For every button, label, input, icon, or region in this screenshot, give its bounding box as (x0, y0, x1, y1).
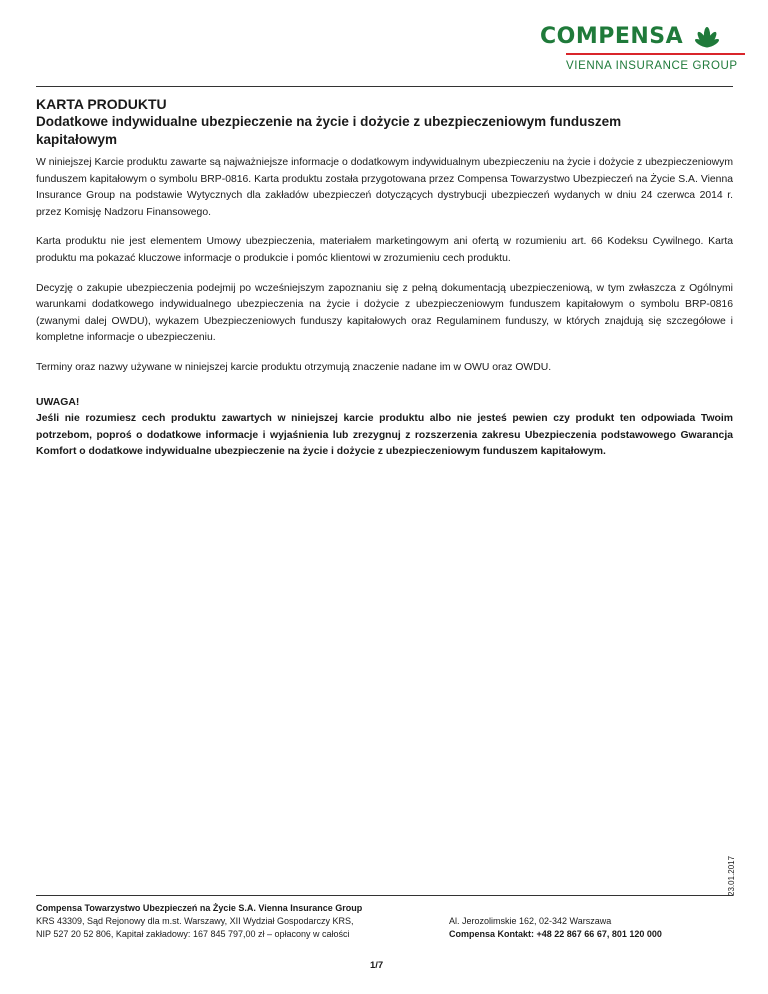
warning-text: Jeśli nie rozumiesz cech produktu zawartych w niniejszej karcie produktu albo nie jesteś pewien czy produkt ten odpowiada Twoim potrzebom, poproś o dodatkowe informacje i wyjaśnienia lub zrezygnuj z rozszerzenia zakresu Ubezpieczenia podstawowego Gwarancja Komfort o dodatkowe indywidualne ubezpieczenie na życie i dożycie z ubezpieczeniowym funduszem kapitałowym. (36, 413, 733, 458)
warning-label: UWAGA! (36, 396, 80, 408)
compensa-logo (540, 24, 745, 84)
warning-box (36, 395, 733, 461)
document-title: KARTA PRODUKTU (36, 96, 167, 112)
side-date: 23.01.2017 (727, 855, 736, 896)
page-number: 1/7 (370, 960, 384, 971)
logo-wordmark: COMPENSA (540, 24, 684, 49)
decision-paragraph: Decyzję o zakupie ubezpieczenia podejmij po wcześniejszym zapoznaniu się z pełną dokumentacją ubezpieczeniową, w tym zwłaszcza z Ogólnymi warunkami dodatkowego indywidualnego ubezpieczenia na życie i dożycie z ubezpieczeniowym funduszem kapitałowym o symbolu BRP-0816 (zwanymi dalej OWDU), wykazem Ubezpieczeniowych funduszy kapitałowych oraz Regulaminem funduszy, w których znajdują się szczegółowe i kompletne informacje o ubezpieczeniu. (36, 282, 733, 344)
logo-leaves-icon (687, 26, 727, 48)
header-divider (36, 86, 733, 87)
footer-address: Al. Jerozolimskie 162, 02-342 Warszawa (449, 916, 612, 926)
logo-group-name: VIENNA INSURANCE GROUP (566, 60, 738, 72)
footer-divider (36, 895, 733, 896)
footer-company-info (36, 902, 436, 941)
disclaimer-paragraph: Karta produktu nie jest elementem Umowy ubezpieczenia, materiałem marketingowym ani ofertą w rozumieniu art. 66 Kodeksu Cywilnego. Karta produktu ma pokazać kluczowe informacje o produkcie i pomóc klientowi w zrozumieniu cech produktu. (36, 236, 733, 264)
document-body (36, 155, 733, 461)
document-subtitle: Dodatkowe indywidualne ubezpieczenie na życie i dożycie z ubezpieczeniowym funduszem kapitałowym (36, 114, 622, 147)
terms-paragraph: Terminy oraz nazwy używane w niniejszej karcie produktu otrzymują znaczenie nadane im w OWU oraz OWDU. (36, 361, 552, 373)
footer-contact-info (449, 915, 729, 941)
logo-red-rule (566, 53, 745, 55)
footer-registry: KRS 43309, Sąd Rejonowy dla m.st. Warszawy, XII Wydział Gospodarczy KRS, (36, 916, 354, 926)
footer-contact: Compensa Kontakt: +48 22 867 66 67, 801 120 000 (449, 929, 662, 939)
intro-paragraph: W niniejszej Karcie produktu zawarte są najważniejsze informacje o dodatkowym indywidualnym ubezpieczeniu na życie i dożycie z ubezpieczeniowym funduszem kapitałowym o symbolu BRP-0816. Karta produktu została przygotowana przez Compensa Towarzystwo Ubezpieczeń na Życie S.A. Vienna Insurance Group na podstawie Wytycznych dla zakładów ubezpieczeń dotyczących dystrybucji ubezpieczeń wydanych w dniu 24 czerwca 2014 r. przez Komisję Nadzoru Finansowego. (36, 157, 733, 218)
footer-nip: NIP 527 20 52 806, Kapitał zakładowy: 167 845 797,00 zł – opłacony w całości (36, 929, 350, 939)
footer-company-name: Compensa Towarzystwo Ubezpieczeń na Życie S.A. Vienna Insurance Group (36, 903, 363, 913)
